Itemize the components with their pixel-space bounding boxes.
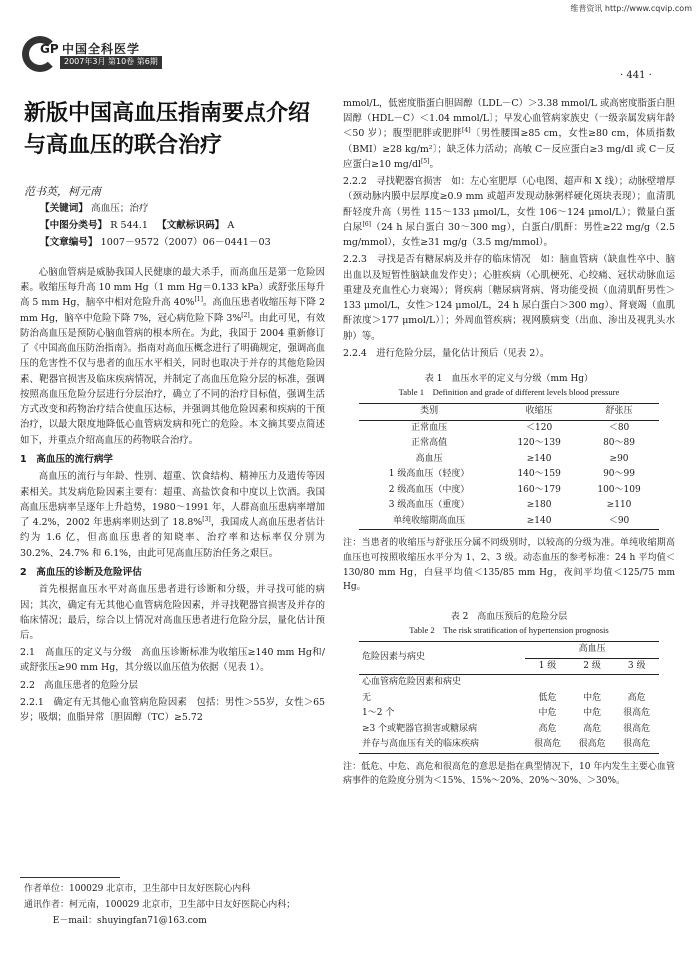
table-cell: 很高危: [533, 739, 561, 750]
table-cell: 并存与高血压有关的临床疾病: [362, 739, 480, 750]
risk-stratification-table: [359, 641, 659, 754]
keywords-line: [40, 201, 271, 218]
table-row: [359, 452, 659, 468]
table2-caption: [343, 611, 675, 637]
table2-caption-cn: 表 2 高血压预后的危险分层: [450, 611, 568, 622]
table-cell: 140～159: [517, 469, 561, 480]
table-row: [359, 691, 659, 707]
table-header: 1 级: [538, 660, 557, 671]
bp-grade-table: [359, 403, 659, 530]
subsection-2-1: 2.1 高血压的定义与分级 高血压诊断标准为收缩压≥140 mm Hg和/或舒张压≥90 mm Hg，其分级以血压值为依据（见表 1）。: [20, 647, 325, 674]
table-cell: ＜80: [608, 422, 630, 433]
table-header: 舒张压: [605, 406, 633, 417]
table-cell: 1 级高血压（轻度）: [388, 469, 470, 480]
corresponding-author: 通讯作者：柯元南，100029 北京市，卫生部中日友好医院心内科；: [24, 899, 296, 910]
table-cell: ＜90: [608, 515, 630, 526]
article-metadata: [40, 201, 271, 251]
table-row: [359, 467, 659, 483]
table-cell: 100～109: [597, 484, 641, 495]
table-cell: 低危: [538, 692, 557, 703]
table-row: [359, 483, 659, 499]
subsection-2-2-1: 2.2.1 确定有无其他心血管病危险因素 包括：男性＞55岁，女性＞65岁；吸烟；血脂异常〔胆固醇（TC）≥5.72: [20, 696, 325, 724]
citation: [4]: [462, 127, 471, 135]
table-cell: 无: [362, 692, 372, 703]
table-cell: ＜120: [526, 422, 553, 433]
doc-code-label: 【文献标识码】: [157, 219, 225, 231]
table-cell: 高危: [627, 692, 646, 703]
table-cell: 中危: [538, 708, 557, 719]
doc-code: A: [227, 219, 235, 231]
table-cell: 80～89: [603, 438, 635, 449]
table-cell: 90～99: [603, 469, 635, 480]
table-header: 危险因素与病史: [359, 642, 525, 675]
citation: [2]: [241, 311, 250, 319]
table-row: [359, 514, 659, 530]
journal-name: 中国全科医学: [62, 42, 141, 56]
table1-caption: [343, 373, 675, 399]
section-heading: 2 高血压的诊断及危险评估: [20, 566, 142, 578]
journal-logo: [22, 36, 172, 72]
table-row: [359, 498, 659, 514]
citation: [5]: [420, 157, 430, 165]
table-cell: 正常血压: [411, 422, 448, 433]
section-heading: 1 高血压的流行病学: [20, 453, 114, 465]
watermark: 维普资讯 http://www.cqvip.com: [570, 4, 692, 13]
subsection-2-2-2: 2.2.2 寻找靶器官损害 如：左心室肥厚（心电图、超声和 X 线）；动脉壁增厚（颈动脉内膜中层厚度≥0.9 mm 或超声发现动脉粥样硬化斑块表现）；血清肌酐轻度升高（男性 115～133 μmol/L，女性 106～124 μmol/L）；微量白蛋白尿[6]（24 h 尿白蛋白 30～300 mg），白蛋白/肌酐：男性≥22 mg/g（2.5 mg/mmol），女性≥31 mg/g（3.5 mg/mmol）。: [343, 176, 675, 249]
author-email: E－mail：shuyingfan71@163.com: [52, 915, 207, 926]
classification-line: [40, 218, 271, 235]
table-cell: 120～139: [517, 438, 561, 449]
table-cell: ≥3 个或靶器官损害或糖尿病: [362, 723, 478, 734]
table-cell: 3 级高血压（重度）: [388, 500, 470, 511]
table-cell: 很高危: [623, 723, 651, 734]
table-row: [359, 420, 659, 436]
table-cell: 1～2 个: [362, 708, 395, 719]
table-cell: ≥140: [526, 453, 552, 464]
table-row: [359, 706, 659, 722]
citation: [1]: [194, 296, 203, 304]
table1-caption-en: Table 1 Definition and grade of different levels blood pressure: [398, 387, 620, 398]
authors: 范书英，柯元南: [24, 185, 101, 198]
table1-note: 注：当患者的收缩压与舒张压分属不同级别时，以较高的分级为准。单纯收缩期高血压也可按照收缩压水平分为 1、2、3 级。动态血压的参考标准：24 h 平均值＜130/80 mm Hg，白昼平均值＜135/85 mm Hg，夜间平均值＜125/75 mm Hg。: [343, 538, 675, 593]
table-cell: 高危: [583, 723, 602, 734]
table-header: 收缩压: [525, 406, 553, 417]
table-row: [359, 737, 659, 753]
intro-paragraph: 心脑血管病是威胁我国人民健康的最大杀手，而高血压是第一危险因素。收缩压每升高 10 mm Hg（1 mm Hg＝0.133 kPa）或舒张压每升高 5 mm Hg，脑卒中相对危险升高 40%[1]。高血压患者收缩压每下降 2 mm Hg，脑卒中危险下降 7%，冠心病危险下降 3%[2]。由此可见，有效防治高血压是预防心脑血管病的根本所在。为此，我国于 2004 重新修订了《中国高血压防治指南》。指南对高血压概念进行了明确规定，强调高血压的危害性不仅与患者的血压水平相关，同时也取决于并存的其他危险因素、靶器官损害及临床疾病情况，并制定了高血压危险分层的标准，强调按照高血压危险分层进行分层治疗，确立了不同的治疗目标值，强调生活方式改变和药物治疗结合使血压达标，并强调其他危险因素和疾病的干预治疗，以最大限度地降低心血管病发病和死亡的危险。本文摘其要点简述如下，并重点介绍高血压的药物联合治疗。: [20, 267, 325, 446]
table-cell: 正常高值: [411, 438, 448, 449]
table-cell: 很高危: [578, 739, 606, 750]
clc-number: R 544.1: [110, 219, 148, 231]
table2-caption-en: Table 2 The risk stratification of hypertension prognosis: [409, 625, 609, 636]
table-cell: ≥110: [606, 500, 632, 511]
table-cell: 很高危: [623, 739, 651, 750]
journal-issue: 2007年3月 第10卷 第6期: [60, 56, 162, 69]
table-cell: ≥90: [609, 453, 629, 464]
table-cell: 160～179: [517, 484, 561, 495]
subsection-2-2-heading: 2.2 高血压患者的危险分层: [20, 679, 139, 691]
table-cell: 中危: [583, 692, 602, 703]
logo-letters: GP: [40, 42, 59, 56]
article-no: 1007－9572（2007）06－0441－03: [100, 236, 271, 248]
clc-label: 【中图分类号】: [40, 219, 108, 231]
table-cell: 很高危: [623, 708, 651, 719]
table-cell: 高危: [538, 723, 557, 734]
keywords: 高血压；治疗: [91, 203, 149, 214]
table-header: 类别: [420, 406, 439, 417]
table-header: 3 级: [627, 660, 646, 671]
article-no-label: 【文章编号】: [40, 236, 98, 248]
table-cell: 中危: [583, 708, 602, 719]
table-header: 2 级: [583, 660, 601, 671]
table-cell: 高血压: [415, 453, 443, 464]
table-row: [359, 722, 659, 738]
left-column: [20, 265, 325, 727]
footnote-rule: [20, 877, 120, 878]
table-cell: ≥180: [526, 500, 552, 511]
table-section-label: 心血管病危险因素和病史: [362, 677, 462, 688]
right-column: [343, 96, 675, 791]
table-cell: 单纯收缩期高血压: [393, 515, 466, 526]
diagnosis-paragraph: 首先根据血压水平对高血压患者进行诊断和分级，并寻找可能的病因；其次，确定有无其他心血管病危险因素，并寻找靶器官损害及并存的临床情况；最后，综合以上情况对高血压患者进行危险分层，量化估计预后。: [20, 584, 325, 641]
article-title: 新版中国高血压指南要点介绍与高血压的联合治疗: [24, 101, 311, 158]
risk-factor-continuation: mmol/L，低密度脂蛋白胆固醇（LDL－C）＞3.38 mmol/L 或高密度脂蛋白胆固醇（HDL－C）＜1.04 mmol/L〕；早发心血管病家族史（一级亲属发病年龄＜50 岁）；腹型肥胖或肥胖[4]〔男性腰围≥85 cm，女性≥80 cm，体质指数（BMI）≥28 kg/m²〕；缺乏体力活动；高敏 C－反应蛋白≥3 mg/dl 或 C－反应蛋白≥10 mg/dl[5]。: [343, 98, 676, 170]
article-number-line: [40, 235, 271, 252]
citation: [3]: [202, 515, 211, 523]
table2-note: 注：低危、中危、高危和很高危的意思是指在典型情况下，10 年内发生主要心血管病事件的危险度分别为＜15%、15%～20%、20%～30%、＞30%。: [343, 761, 675, 787]
table1-caption-cn: 表 1 血压水平的定义与分级（mm Hg）: [424, 373, 594, 384]
author-unit: 作者单位：100029 北京市，卫生部中日友好医院心内科: [24, 884, 251, 894]
keywords-label: 【关键词】: [40, 203, 88, 214]
epidemiology-paragraph: 高血压的流行与年龄、性别、超重、饮食结构、精神压力及遗传等因素相关。其发病危险因素主要有：超重、高盐饮食和中度以上饮酒。我国高血压患病率呈逐年上升趋势，1980～1991 年，人群高血压患病率增加了 4.2%，2002 年患病率则达到了 18.8%[3]，我国成人高血压患者估计约为 1.6 亿，但高血压患者的知晓率、治疗率和达标率仅分别为 30.2%、24.7% 和 6.1%，由此可见高血压防治任务之艰巨。: [20, 471, 325, 559]
page-number: · 441 ·: [620, 70, 652, 81]
table-header: 高血压: [525, 642, 659, 659]
subsection-2-2-4: 2.2.4 进行危险分层，量化估计预后（见表 2）。: [343, 347, 550, 359]
author-footnote: [24, 882, 295, 929]
table-row: [359, 436, 659, 452]
citation: [6]: [362, 220, 371, 228]
table-cell: 2 级高血压（中度）: [388, 484, 470, 495]
table-cell: ≥140: [526, 515, 552, 526]
subsection-2-2-3: 2.2.3 寻找是否有糖尿病及并存的临床情况 如：脑血管病（缺血性卒中、脑出血以及短暂性脑缺血发作史）；心脏疾病（心肌梗死、心绞痛、冠状动脉血运重建及充血性心力衰竭）；肾疾病〔糖尿病肾病、肾功能受损（血清肌酐男性＞133 μmol/L，女性＞124 μmol/L，24 h 尿白蛋白＞300 mg）、肾衰竭（血肌酐浓度＞177 μmol/L）〕；外周血管疾病；视网膜病变（出血、渗出及视乳头水肿）等。: [343, 254, 675, 342]
